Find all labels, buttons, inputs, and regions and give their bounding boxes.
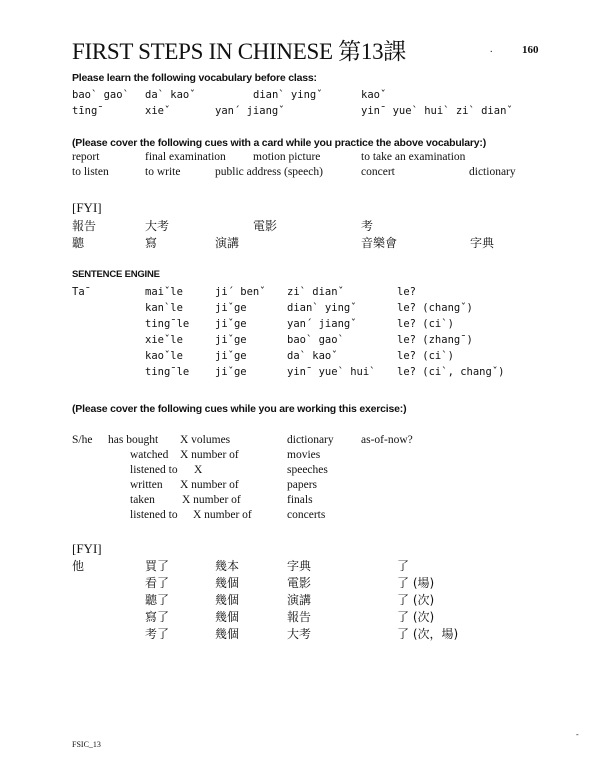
cue-item: final examination: [145, 151, 226, 163]
fyi-label: [FYI]: [72, 541, 102, 556]
exercise-quantity: X number of: [180, 479, 239, 491]
vocab-item: xieˇ: [145, 105, 171, 117]
cue-item: to listen: [72, 166, 109, 178]
fyi-char: 幾個: [215, 593, 240, 607]
engine-cell: jiˇge: [215, 334, 247, 346]
fyi-char: 寫: [145, 236, 158, 250]
fyi-char: 字典: [470, 236, 495, 250]
exercise-object: speeches: [287, 464, 328, 476]
footer-code: FSIC_13: [72, 740, 101, 749]
engine-cell: maiˇle: [145, 286, 183, 298]
cue-item: concert: [361, 166, 395, 178]
fyi-char: 音樂會: [361, 236, 398, 250]
fyi-char: 大考: [145, 219, 170, 233]
fyi-char: 買了: [145, 559, 170, 573]
cue-item: to take an examination: [361, 151, 466, 163]
engine-cell: ting¯le: [145, 366, 190, 378]
engine-cell: zi` dianˇ: [287, 286, 344, 298]
fyi-char: 看了: [145, 576, 170, 590]
fyi-char: 電影: [287, 576, 312, 590]
exercise-heading: (Please cover the following cues while you are working this exercise:): [72, 403, 407, 415]
page-title: FIRST STEPS IN CHINESE 第13課: [72, 39, 406, 64]
fyi-char: 報告: [72, 219, 97, 233]
exercise-quantity: X number of: [180, 449, 239, 461]
fyi-char: 考: [361, 219, 374, 233]
fyi-subject: 他: [72, 559, 85, 573]
fyi-char: 幾個: [215, 610, 240, 624]
exercise-quantity: X number of: [193, 509, 252, 521]
engine-cell: jiˇge: [215, 350, 247, 362]
fyi-char: 寫了: [145, 610, 170, 624]
fyi-char: 了 (次，場): [397, 627, 459, 641]
fyi-char: 大考: [287, 627, 312, 641]
fyi-char: 考了: [145, 627, 170, 641]
fyi-char: 電影: [253, 219, 278, 233]
exercise-quantity: X: [194, 464, 203, 476]
engine-cell: bao` gao`: [287, 334, 344, 346]
exercise-verb: watched: [130, 449, 169, 461]
fyi-char: 了 (場): [397, 576, 435, 590]
engine-cell: kaoˇle: [145, 350, 183, 362]
exercise-verb: listened to: [130, 509, 178, 521]
engine-cell: yan´ jiangˇ: [287, 318, 357, 330]
exercise-object: dictionary: [287, 434, 334, 446]
page-number: 160: [522, 44, 539, 56]
fyi-char: 了: [397, 559, 410, 573]
vocab-item: yan´ jiangˇ: [215, 105, 285, 117]
engine-cell: le? (changˇ): [397, 302, 473, 314]
cue-item: to write: [145, 166, 181, 178]
vocab-item: dian` yingˇ: [253, 89, 323, 101]
exercise-object: finals: [287, 494, 313, 506]
vocab-item: da` kaoˇ: [145, 89, 196, 101]
exercise-verb: written: [130, 479, 163, 491]
engine-cell: jiˇge: [215, 318, 247, 330]
fyi-char: 了 (次): [397, 593, 435, 607]
fyi-char: 字典: [287, 559, 312, 573]
fyi-char: 幾個: [215, 627, 240, 641]
exercise-object: papers: [287, 479, 318, 491]
exercise-object: concerts: [287, 509, 326, 521]
fyi-char: 聽了: [145, 593, 170, 607]
fyi-char: 演講: [215, 236, 240, 250]
engine-cell: jiˇge: [215, 366, 247, 378]
engine-cell: xieˇle: [145, 334, 183, 346]
cue-item: public address (speech): [215, 166, 323, 178]
cue-item: report: [72, 151, 100, 163]
engine-cell: le? (ci`): [397, 350, 454, 362]
cue-item: dictionary: [469, 166, 516, 178]
fyi-char: 演講: [287, 593, 312, 607]
fyi-char: 報告: [287, 610, 312, 624]
engine-cell: kan`le: [145, 302, 183, 314]
exercise-verb: has bought: [108, 434, 159, 446]
fyi-char: 聽: [72, 236, 85, 250]
vocab-heading: Please learn the following vocabulary before class:: [72, 72, 317, 84]
exercise-subject: S/he: [72, 434, 93, 446]
engine-cell: jiˇge: [215, 302, 247, 314]
exercise-quantity: X volumes: [180, 434, 231, 446]
exercise-verb: listened to: [130, 464, 178, 476]
fyi-char: 了 (次): [397, 610, 435, 624]
fyi-char: 幾本: [215, 559, 240, 573]
engine-subject: Ta¯: [72, 286, 91, 298]
engine-cell: ting¯le: [145, 318, 190, 330]
engine-cell: da` kaoˇ: [287, 350, 338, 362]
engine-cell: le? (zhang¯): [397, 334, 473, 346]
vocab-item: kaoˇ: [361, 89, 387, 101]
engine-cell: le?: [397, 286, 416, 298]
margin-mark: -: [576, 730, 579, 739]
decorative-dot: .: [490, 44, 493, 55]
engine-cell: le? (ci`, changˇ): [397, 366, 505, 378]
exercise-object: movies: [287, 449, 321, 461]
fyi-label: [FYI]: [72, 200, 102, 215]
engine-cell: le? (ci`): [397, 318, 454, 330]
exercise-quantity: X number of: [182, 494, 241, 506]
exercise-suffix: as-of-now?: [361, 434, 413, 446]
cue-item: motion picture: [253, 151, 321, 163]
fyi-char: 幾個: [215, 576, 240, 590]
engine-cell: ji´ benˇ: [215, 286, 266, 298]
vocab-item: tīng¯: [72, 105, 104, 117]
engine-cell: yin¯ yue` hui`: [287, 366, 376, 378]
vocab-item: bao` gao`: [72, 89, 129, 101]
vocab-item: yin¯ yue` hui` zi` dianˇ: [361, 105, 513, 117]
exercise-verb: taken: [130, 494, 155, 506]
engine-heading: SENTENCE ENGINE: [72, 269, 160, 280]
cues-heading: (Please cover the following cues with a card while you practice the above vocabulary:): [72, 137, 487, 149]
engine-cell: dian` yingˇ: [287, 302, 357, 314]
